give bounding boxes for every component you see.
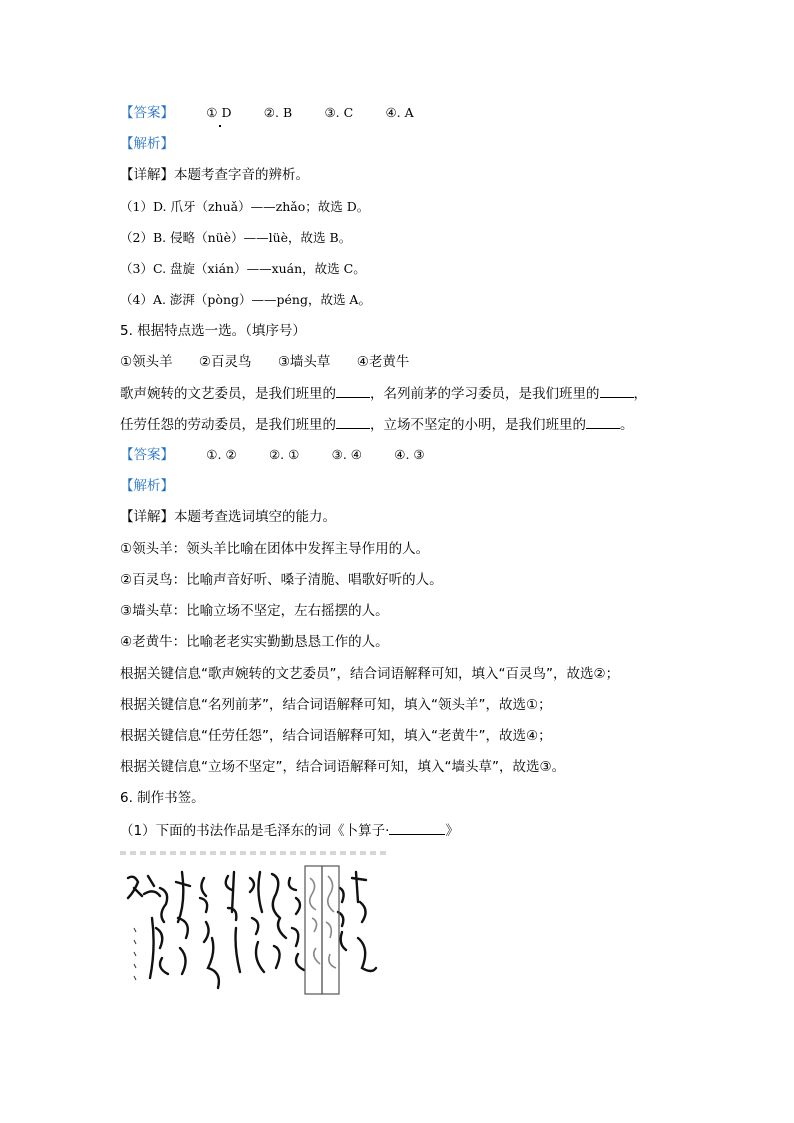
option-item: ②百灵鸟 [198,354,252,370]
answer-item: ① D [206,105,232,120]
blank-field[interactable] [336,415,370,429]
detail-text: 【详解】本题考查选词填空的能力。 [120,509,336,525]
answer-item: ③. ④ [331,447,362,462]
faded-text-line [120,851,390,855]
question-title: 6. 制作书签。 [120,790,205,806]
emphasis-dot [219,125,221,127]
sentence-text: 任劳任怨的劳动委员，是我们班里的 [120,417,336,433]
answer-label: 【答案】 [120,447,174,463]
sentence-text: ，名列前茅的学习委员，是我们班里的 [370,386,600,402]
analysis-label: 【解析】 [120,136,174,152]
sentence-text: ， [633,386,647,402]
sentence-text: 。 [620,417,634,433]
answer-item: ③. C [324,105,354,120]
reasoning-line: 根据关键信息“立场不坚定”，结合词语解释可知，填入“墙头草”，故选③。 [120,759,566,775]
fill-sentence-1 [120,384,647,403]
explanation-line: （2）B. 侵略（nüè）——lüè，故选 B。 [120,230,352,245]
sentence-text: 歌声婉转的文艺委员，是我们班里的 [120,386,336,402]
answer-row-q4 [120,104,442,122]
sub-question-1 [120,821,459,840]
answer-item: ④. A [385,105,414,120]
definition-line: ③墙头草：比喻立场不坚定，左右摇摆的人。 [120,603,389,619]
option-list [120,353,431,371]
blank-field[interactable] [586,415,620,429]
analysis-label: 【解析】 [120,478,174,494]
answer-row-q5 [120,446,453,464]
question-title: 5. 根据特点选一选。（填序号） [120,323,306,339]
blank-field[interactable] [336,384,370,398]
answer-item: ①. ② [206,447,237,462]
blank-field[interactable] [389,821,445,835]
explanation-line: （3）C. 盘旋（xián）——xuán，故选 C。 [120,261,366,276]
answer-item: ②. B [263,105,293,120]
detail-text: 【详解】本题考查字音的辨析。 [120,167,309,183]
blank-field[interactable] [600,384,634,398]
reasoning-line: 根据关键信息“任劳任怨”，结合词语解释可知，填入“老黄牛”，故选④； [120,728,552,744]
option-item: ③墙头草 [277,354,331,370]
option-item: ④老黄牛 [356,354,410,370]
answer-item: ②. ① [268,447,300,462]
sentence-text: ，立场不坚定的小明，是我们班里的 [370,417,586,433]
explanation-line: （4）A. 澎湃（pòng）——péng，故选 A。 [120,292,371,307]
sentence-text: （1）下面的书法作品是毛泽东的词《卜算子· [120,823,390,839]
reasoning-line: 根据关键信息“歌声婉转的文艺委员”，结合词语解释可知，填入“百灵鸟”，故选②； [120,666,620,682]
reasoning-line: 根据关键信息“名列前茅”，结合词语解释可知，填入“领头羊”，故选①； [120,697,552,713]
answer-label: 【答案】 [120,105,174,121]
definition-line: ②百灵鸟：比喻声音好听、嗓子清脆、唱歌好听的人。 [120,572,443,588]
calligraphy-image [120,858,392,998]
definition-line: ①领头羊：领头羊比喻在团体中发挥主导作用的人。 [120,541,430,557]
sentence-text: 》 [445,823,459,839]
fill-sentence-2 [120,415,634,434]
explanation-line: （1）D. 爪牙（zhuǎ）——zhǎo；故选 D。 [120,199,370,214]
option-item: ①领头羊 [120,354,173,370]
definition-line: ④老黄牛：比喻老老实实勤勤恳恳工作的人。 [120,634,389,650]
answer-item: ④. ③ [394,447,425,462]
